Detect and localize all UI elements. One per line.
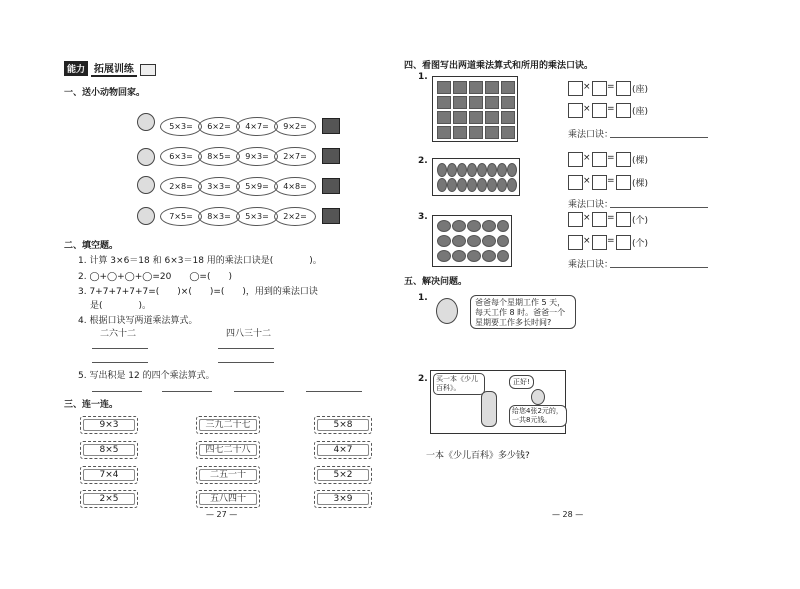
watermelon-icon xyxy=(452,250,466,262)
oval-r2c1[interactable]: 6×3= xyxy=(160,147,202,166)
tree-icon xyxy=(507,163,517,177)
answer-line[interactable] xyxy=(92,348,148,349)
tree-icon xyxy=(457,163,467,177)
times-sign: × xyxy=(583,82,591,92)
page-number-left: — 27 — xyxy=(206,510,238,519)
tree-icon xyxy=(477,178,487,192)
q5-text: 5. 写出积是 12 的四个乘法算式。 xyxy=(78,371,215,381)
oval-r3c2[interactable]: 3×3= xyxy=(198,177,240,196)
bubble-ok xyxy=(509,375,534,389)
times-sign: × xyxy=(583,153,591,163)
house-icon xyxy=(469,111,483,124)
match-right-3[interactable]: 5×2 xyxy=(314,466,372,484)
house-icon xyxy=(469,96,483,109)
jue-label-1: 乘法口诀： xyxy=(568,130,614,140)
match-left-2[interactable]: 8×5 xyxy=(80,441,138,459)
match-left-3[interactable]: 7×4 xyxy=(80,466,138,484)
oval-r3c4[interactable]: 4×8= xyxy=(274,177,316,196)
unit-label: (座) xyxy=(632,107,649,117)
house-icon xyxy=(453,81,467,94)
tree-icon xyxy=(467,178,477,192)
match-left-4[interactable]: 2×5 xyxy=(80,490,138,508)
unit-label: (个) xyxy=(632,239,649,249)
girl-icon xyxy=(436,298,458,324)
badge-left: 能力 xyxy=(64,61,88,76)
oval-r2c3[interactable]: 9×3= xyxy=(236,147,278,166)
bubble-ok-text: 正好! xyxy=(513,378,530,386)
factor-box[interactable] xyxy=(592,103,607,118)
factor-box[interactable] xyxy=(568,175,583,190)
sec4-title: 四、看图写出两道乘法算式和所用的乘法口诀。 xyxy=(404,61,594,71)
houses-panel xyxy=(432,76,518,142)
watermelon-icon xyxy=(497,235,509,247)
oval-r1c4[interactable]: 9×2= xyxy=(274,117,316,136)
watermelon-icon xyxy=(482,250,496,262)
match-mid-1[interactable]: 三九二十七 xyxy=(196,416,260,434)
factor-box[interactable] xyxy=(592,175,607,190)
oval-r4c3[interactable]: 5×3= xyxy=(236,207,278,226)
tree-icon xyxy=(447,178,457,192)
answer-line[interactable] xyxy=(92,362,148,363)
times-sign: × xyxy=(583,104,591,114)
speech-text-1: 爸爸每个星期工作 5 天，每天工作 8 时。爸爸一个星期要工作多长时间? xyxy=(475,298,566,327)
q2-text: 2. ◯+◯+◯+◯=20 ◯=( ) xyxy=(78,272,232,282)
factor-box[interactable] xyxy=(592,212,607,227)
product-box[interactable] xyxy=(616,103,631,118)
match-mid-2[interactable]: 四七二十八 xyxy=(196,441,260,459)
house-icon xyxy=(453,126,467,139)
q4-text: 4. 根据口诀写两道乘法算式。 xyxy=(78,316,198,326)
answer-line[interactable] xyxy=(306,391,362,392)
sec4-q2-number: 2. xyxy=(418,156,428,166)
unit-label: (棵) xyxy=(632,179,649,189)
product-box[interactable] xyxy=(616,212,631,227)
tree-icon xyxy=(437,163,447,177)
answer-line[interactable] xyxy=(162,391,212,392)
house-icon xyxy=(485,96,499,109)
house-icon xyxy=(501,111,515,124)
section-badge xyxy=(64,60,156,74)
times-sign: × xyxy=(583,213,591,223)
match-left-1[interactable]: 9×3 xyxy=(80,416,138,434)
q4-phrase-a: 二六十二 xyxy=(100,329,137,339)
match-right-4[interactable]: 3×9 xyxy=(314,490,372,508)
equals-sign: = xyxy=(607,213,615,223)
sec5-q2-number: 2. xyxy=(418,374,428,384)
oval-r4c4[interactable]: 2×2= xyxy=(274,207,316,226)
rabbit-icon xyxy=(137,176,155,194)
sec4-q3-number: 3. xyxy=(418,212,428,222)
sec3-title: 三、连一连。 xyxy=(64,400,119,410)
badge-right: 拓展训练 xyxy=(91,60,137,77)
house-icon xyxy=(453,111,467,124)
answer-line[interactable] xyxy=(218,348,274,349)
match-mid-3[interactable]: 二五一十 xyxy=(196,466,260,484)
times-sign: × xyxy=(583,236,591,246)
oval-r3c3[interactable]: 5×9= xyxy=(236,177,278,196)
house-icon xyxy=(485,81,499,94)
tree-icon xyxy=(497,163,507,177)
oval-r1c3[interactable]: 4×7= xyxy=(236,117,278,136)
melons-panel xyxy=(432,215,512,267)
watermelon-icon xyxy=(467,250,481,262)
house-icon xyxy=(437,81,451,94)
house-icon xyxy=(437,111,451,124)
tree-icon xyxy=(457,178,467,192)
factor-box[interactable] xyxy=(568,81,583,96)
watermelon-icon xyxy=(437,220,451,232)
tree-icon xyxy=(477,163,487,177)
watermelon-icon xyxy=(467,235,481,247)
tree-icon xyxy=(467,163,477,177)
house-icon xyxy=(485,111,499,124)
equals-sign: = xyxy=(607,153,615,163)
bubble-buy-text: 买一本《少儿百科》。 xyxy=(436,375,478,392)
watermelon-icon xyxy=(482,235,496,247)
bubble-pay xyxy=(509,405,567,427)
house-icon xyxy=(322,148,340,164)
q3-text-b: 是( )。 xyxy=(90,301,152,311)
house-icon xyxy=(437,96,451,109)
factor-box[interactable] xyxy=(592,81,607,96)
equals-sign: = xyxy=(607,236,615,246)
oval-r1c1[interactable]: 5×3= xyxy=(160,117,202,136)
house-icon xyxy=(437,126,451,139)
unit-label: (座) xyxy=(632,85,649,95)
speech-bubble-1 xyxy=(470,295,576,329)
unit-label: (棵) xyxy=(632,156,649,166)
match-right-2[interactable]: 4×7 xyxy=(314,441,372,459)
tree-icon xyxy=(507,178,517,192)
equals-sign: = xyxy=(607,82,615,92)
book-icon xyxy=(140,64,156,76)
oval-r2c2[interactable]: 8×5= xyxy=(198,147,240,166)
product-box[interactable] xyxy=(616,175,631,190)
times-sign: × xyxy=(583,176,591,186)
house-icon xyxy=(501,81,515,94)
tree-icon xyxy=(437,178,447,192)
answer-line[interactable] xyxy=(234,391,284,392)
answer-line[interactable] xyxy=(92,391,142,392)
house-icon xyxy=(469,126,483,139)
answer-line[interactable] xyxy=(218,362,274,363)
house-icon xyxy=(485,126,499,139)
house-icon xyxy=(322,208,340,224)
equals-sign: = xyxy=(607,104,615,114)
sec2-title: 二、填空题。 xyxy=(64,241,119,251)
match-mid-4[interactable]: 五八四十 xyxy=(196,490,260,508)
oval-r4c2[interactable]: 8×3= xyxy=(198,207,240,226)
house-icon xyxy=(501,126,515,139)
oval-r4c1[interactable]: 7×5= xyxy=(160,207,202,226)
bubble-buy xyxy=(433,373,485,395)
sec4-q1-number: 1. xyxy=(418,72,428,82)
oval-r2c4[interactable]: 2×7= xyxy=(274,147,316,166)
duck-icon xyxy=(137,148,155,166)
house-icon xyxy=(322,118,340,134)
sec5-q2-question: 一本《少儿百科》多少钱? xyxy=(426,451,530,461)
watermelon-icon xyxy=(497,220,509,232)
oval-r1c2[interactable]: 6×2= xyxy=(198,117,240,136)
tree-icon xyxy=(447,163,457,177)
match-right-1[interactable]: 5×8 xyxy=(314,416,372,434)
page-number-right: — 28 — xyxy=(552,510,584,519)
product-box[interactable] xyxy=(616,235,631,250)
chick-icon xyxy=(137,207,155,225)
product-box[interactable] xyxy=(616,152,631,167)
watermelon-icon xyxy=(437,250,451,262)
bubble-pay-text: 给您4张2元的，一共8元钱。 xyxy=(512,407,563,424)
jue-label-3: 乘法口诀： xyxy=(568,260,614,270)
shop-scene xyxy=(430,370,566,434)
factor-box[interactable] xyxy=(568,103,583,118)
watermelon-icon xyxy=(452,235,466,247)
watermelon-icon xyxy=(467,220,481,232)
trees-panel xyxy=(432,158,520,196)
watermelon-icon xyxy=(497,250,509,262)
unit-label: (个) xyxy=(632,216,649,226)
factor-box[interactable] xyxy=(568,212,583,227)
house-icon xyxy=(453,96,467,109)
product-box[interactable] xyxy=(616,81,631,96)
oval-r3c1[interactable]: 2×8= xyxy=(160,177,202,196)
q3-text-a: 3. 7+7+7+7+7=( )×( )=( )，用到的乘法口诀 xyxy=(78,287,318,297)
q1-text: 1. 计算 3×6＝18 和 6×3＝18 用的乘法口诀是( )。 xyxy=(78,256,322,266)
watermelon-icon xyxy=(452,220,466,232)
factor-box[interactable] xyxy=(568,152,583,167)
factor-box[interactable] xyxy=(592,152,607,167)
equals-sign: = xyxy=(607,176,615,186)
house-icon xyxy=(501,96,515,109)
answer-line[interactable] xyxy=(610,207,708,208)
tree-icon xyxy=(487,163,497,177)
shopkeeper-icon xyxy=(481,391,497,427)
tree-icon xyxy=(497,178,507,192)
dog-icon xyxy=(137,113,155,131)
answer-line[interactable] xyxy=(610,267,708,268)
factor-box[interactable] xyxy=(592,235,607,250)
q4-phrase-b: 四八三十二 xyxy=(226,329,272,339)
sec5-q1-number: 1. xyxy=(418,293,428,303)
tree-icon xyxy=(487,178,497,192)
sec1-title: 一、送小动物回家。 xyxy=(64,88,146,98)
house-icon xyxy=(469,81,483,94)
answer-line[interactable] xyxy=(610,137,708,138)
sec5-title: 五、解决问题。 xyxy=(404,277,468,287)
house-icon xyxy=(322,178,340,194)
jue-label-2: 乘法口诀： xyxy=(568,200,614,210)
watermelon-icon xyxy=(482,220,496,232)
child-icon xyxy=(531,389,545,405)
watermelon-icon xyxy=(437,235,451,247)
factor-box[interactable] xyxy=(568,235,583,250)
